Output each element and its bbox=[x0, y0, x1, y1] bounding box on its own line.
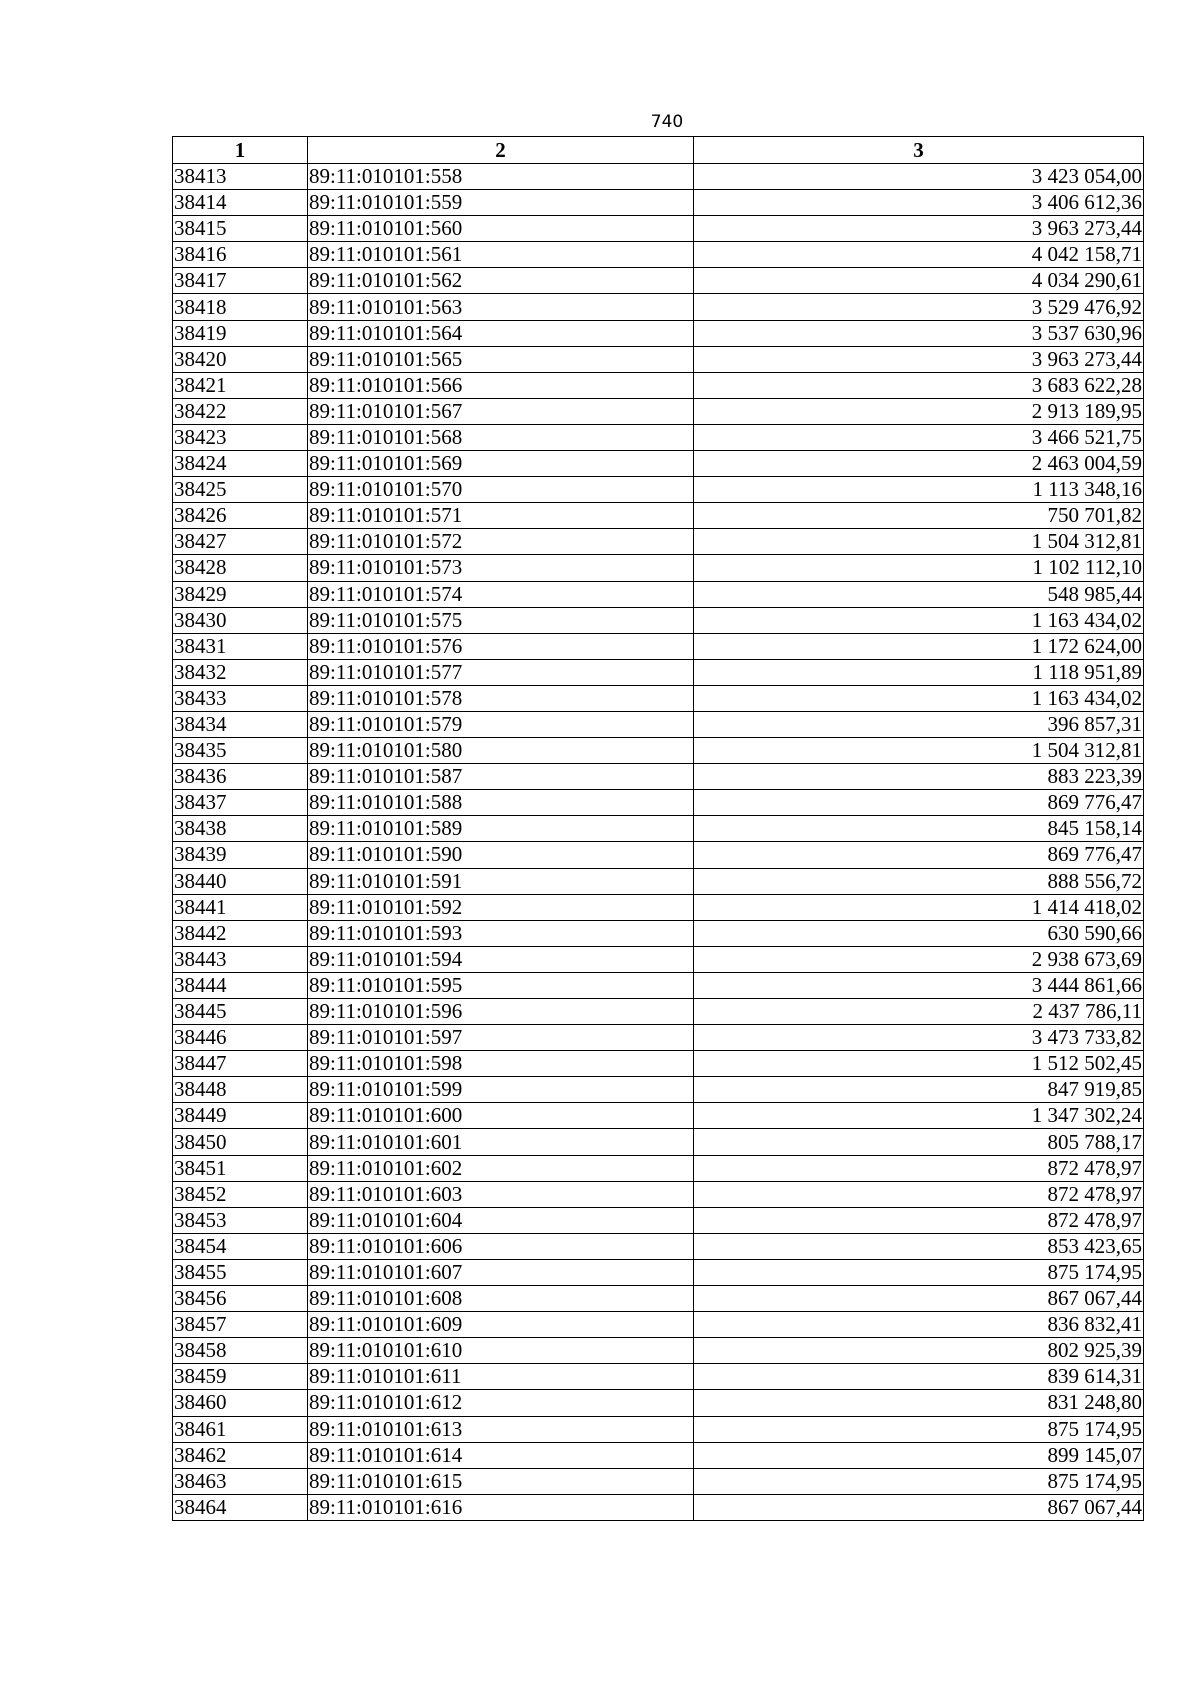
value-cell: 3 683 622,28 bbox=[694, 372, 1144, 398]
table-row bbox=[173, 581, 1144, 607]
table-row bbox=[173, 398, 1144, 424]
value-cell: 3 473 733,82 bbox=[694, 1025, 1144, 1051]
cadastral-number-cell: 89:11:010101:564 bbox=[308, 320, 694, 346]
table-row bbox=[173, 1494, 1144, 1520]
cadastral-number-cell: 89:11:010101:571 bbox=[308, 503, 694, 529]
value-cell: 396 857,31 bbox=[694, 711, 1144, 737]
cadastral-number-cell: 89:11:010101:608 bbox=[308, 1286, 694, 1312]
cadastral-number-cell: 89:11:010101:580 bbox=[308, 738, 694, 764]
row-number-cell: 38442 bbox=[173, 920, 308, 946]
column-header-2: 2 bbox=[308, 137, 694, 164]
row-number-cell: 38461 bbox=[173, 1416, 308, 1442]
row-number-cell: 38415 bbox=[173, 216, 308, 242]
table-row bbox=[173, 764, 1144, 790]
value-cell: 805 788,17 bbox=[694, 1129, 1144, 1155]
table-row bbox=[173, 685, 1144, 711]
value-cell: 548 985,44 bbox=[694, 581, 1144, 607]
table-row bbox=[173, 1312, 1144, 1338]
table-row bbox=[173, 242, 1144, 268]
cadastral-number-cell: 89:11:010101:594 bbox=[308, 946, 694, 972]
table-row bbox=[173, 790, 1144, 816]
value-cell: 1 512 502,45 bbox=[694, 1051, 1144, 1077]
row-number-cell: 38429 bbox=[173, 581, 308, 607]
header-row bbox=[173, 137, 1144, 164]
value-cell: 875 174,95 bbox=[694, 1259, 1144, 1285]
cadastral-number-cell: 89:11:010101:599 bbox=[308, 1077, 694, 1103]
table-row bbox=[173, 346, 1144, 372]
cadastral-number-cell: 89:11:010101:560 bbox=[308, 216, 694, 242]
table-row bbox=[173, 842, 1144, 868]
value-cell: 872 478,97 bbox=[694, 1207, 1144, 1233]
row-number-cell: 38439 bbox=[173, 842, 308, 868]
table-row bbox=[173, 1416, 1144, 1442]
value-cell: 836 832,41 bbox=[694, 1312, 1144, 1338]
value-cell: 3 466 521,75 bbox=[694, 424, 1144, 450]
table-row bbox=[173, 1364, 1144, 1390]
table-row bbox=[173, 607, 1144, 633]
row-number-cell: 38427 bbox=[173, 529, 308, 555]
cadastral-number-cell: 89:11:010101:569 bbox=[308, 451, 694, 477]
table-row bbox=[173, 1338, 1144, 1364]
table-row bbox=[173, 738, 1144, 764]
cadastral-number-cell: 89:11:010101:570 bbox=[308, 477, 694, 503]
row-number-cell: 38451 bbox=[173, 1155, 308, 1181]
row-number-cell: 38423 bbox=[173, 424, 308, 450]
table-row bbox=[173, 268, 1144, 294]
table-row bbox=[173, 294, 1144, 320]
value-cell: 831 248,80 bbox=[694, 1390, 1144, 1416]
row-number-cell: 38422 bbox=[173, 398, 308, 424]
row-number-cell: 38425 bbox=[173, 477, 308, 503]
table-row bbox=[173, 1025, 1144, 1051]
row-number-cell: 38458 bbox=[173, 1338, 308, 1364]
table-row bbox=[173, 1077, 1144, 1103]
cadastral-number-cell: 89:11:010101:579 bbox=[308, 711, 694, 737]
cadastral-number-cell: 89:11:010101:565 bbox=[308, 346, 694, 372]
row-number-cell: 38446 bbox=[173, 1025, 308, 1051]
table-row bbox=[173, 555, 1144, 581]
table-row bbox=[173, 1286, 1144, 1312]
cadastral-number-cell: 89:11:010101:561 bbox=[308, 242, 694, 268]
value-cell: 839 614,31 bbox=[694, 1364, 1144, 1390]
cadastral-number-cell: 89:11:010101:610 bbox=[308, 1338, 694, 1364]
value-cell: 869 776,47 bbox=[694, 842, 1144, 868]
cadastral-number-cell: 89:11:010101:559 bbox=[308, 190, 694, 216]
cadastral-number-cell: 89:11:010101:609 bbox=[308, 1312, 694, 1338]
table-row bbox=[173, 424, 1144, 450]
row-number-cell: 38448 bbox=[173, 1077, 308, 1103]
value-cell: 3 537 630,96 bbox=[694, 320, 1144, 346]
row-number-cell: 38440 bbox=[173, 868, 308, 894]
value-cell: 4 034 290,61 bbox=[694, 268, 1144, 294]
cadastral-number-cell: 89:11:010101:598 bbox=[308, 1051, 694, 1077]
row-number-cell: 38449 bbox=[173, 1103, 308, 1129]
column-header-1: 1 bbox=[173, 137, 308, 164]
row-number-cell: 38441 bbox=[173, 894, 308, 920]
cadastral-number-cell: 89:11:010101:604 bbox=[308, 1207, 694, 1233]
table-row bbox=[173, 503, 1144, 529]
value-cell: 847 919,85 bbox=[694, 1077, 1144, 1103]
cadastral-number-cell: 89:11:010101:616 bbox=[308, 1494, 694, 1520]
value-cell: 1 102 112,10 bbox=[694, 555, 1144, 581]
row-number-cell: 38444 bbox=[173, 972, 308, 998]
row-number-cell: 38438 bbox=[173, 816, 308, 842]
table-row bbox=[173, 999, 1144, 1025]
value-cell: 875 174,95 bbox=[694, 1468, 1144, 1494]
value-cell: 875 174,95 bbox=[694, 1416, 1144, 1442]
table-body bbox=[173, 164, 1144, 1521]
row-number-cell: 38421 bbox=[173, 372, 308, 398]
cadastral-number-cell: 89:11:010101:591 bbox=[308, 868, 694, 894]
value-cell: 1 504 312,81 bbox=[694, 738, 1144, 764]
row-number-cell: 38459 bbox=[173, 1364, 308, 1390]
row-number-cell: 38432 bbox=[173, 659, 308, 685]
cadastral-number-cell: 89:11:010101:603 bbox=[308, 1181, 694, 1207]
table-row bbox=[173, 1103, 1144, 1129]
table-row bbox=[173, 1155, 1144, 1181]
cadastral-number-cell: 89:11:010101:576 bbox=[308, 633, 694, 659]
value-cell: 4 042 158,71 bbox=[694, 242, 1144, 268]
cadastral-number-cell: 89:11:010101:595 bbox=[308, 972, 694, 998]
value-cell: 3 963 273,44 bbox=[694, 346, 1144, 372]
row-number-cell: 38447 bbox=[173, 1051, 308, 1077]
page-number: 740 bbox=[650, 112, 684, 132]
table-header bbox=[173, 137, 1144, 164]
value-cell: 802 925,39 bbox=[694, 1338, 1144, 1364]
value-cell: 845 158,14 bbox=[694, 816, 1144, 842]
value-cell: 1 504 312,81 bbox=[694, 529, 1144, 555]
row-number-cell: 38419 bbox=[173, 320, 308, 346]
value-cell: 899 145,07 bbox=[694, 1442, 1144, 1468]
row-number-cell: 38413 bbox=[173, 164, 308, 190]
row-number-cell: 38450 bbox=[173, 1129, 308, 1155]
cadastral-number-cell: 89:11:010101:597 bbox=[308, 1025, 694, 1051]
cadastral-number-cell: 89:11:010101:611 bbox=[308, 1364, 694, 1390]
cadastral-number-cell: 89:11:010101:589 bbox=[308, 816, 694, 842]
row-number-cell: 38420 bbox=[173, 346, 308, 372]
row-number-cell: 38455 bbox=[173, 1259, 308, 1285]
row-number-cell: 38418 bbox=[173, 294, 308, 320]
row-number-cell: 38456 bbox=[173, 1286, 308, 1312]
table-row bbox=[173, 894, 1144, 920]
cadastral-number-cell: 89:11:010101:568 bbox=[308, 424, 694, 450]
row-number-cell: 38445 bbox=[173, 999, 308, 1025]
value-cell: 1 163 434,02 bbox=[694, 685, 1144, 711]
row-number-cell: 38436 bbox=[173, 764, 308, 790]
cadastral-number-cell: 89:11:010101:607 bbox=[308, 1259, 694, 1285]
table-row bbox=[173, 529, 1144, 555]
value-cell: 3 529 476,92 bbox=[694, 294, 1144, 320]
cadastral-number-cell: 89:11:010101:593 bbox=[308, 920, 694, 946]
value-cell: 2 913 189,95 bbox=[694, 398, 1144, 424]
cadastral-number-cell: 89:11:010101:590 bbox=[308, 842, 694, 868]
cadastral-number-cell: 89:11:010101:600 bbox=[308, 1103, 694, 1129]
table-row bbox=[173, 1129, 1144, 1155]
cadastral-number-cell: 89:11:010101:574 bbox=[308, 581, 694, 607]
cadastral-number-cell: 89:11:010101:592 bbox=[308, 894, 694, 920]
value-cell: 2 938 673,69 bbox=[694, 946, 1144, 972]
row-number-cell: 38433 bbox=[173, 685, 308, 711]
row-number-cell: 38462 bbox=[173, 1442, 308, 1468]
value-cell: 1 113 348,16 bbox=[694, 477, 1144, 503]
table-row bbox=[173, 1259, 1144, 1285]
value-cell: 2 463 004,59 bbox=[694, 451, 1144, 477]
table-row bbox=[173, 477, 1144, 503]
value-cell: 1 347 302,24 bbox=[694, 1103, 1144, 1129]
value-cell: 888 556,72 bbox=[694, 868, 1144, 894]
cadastral-number-cell: 89:11:010101:572 bbox=[308, 529, 694, 555]
cadastral-number-cell: 89:11:010101:563 bbox=[308, 294, 694, 320]
row-number-cell: 38460 bbox=[173, 1390, 308, 1416]
value-cell: 853 423,65 bbox=[694, 1233, 1144, 1259]
table-row bbox=[173, 816, 1144, 842]
row-number-cell: 38464 bbox=[173, 1494, 308, 1520]
cadastral-number-cell: 89:11:010101:562 bbox=[308, 268, 694, 294]
value-cell: 872 478,97 bbox=[694, 1181, 1144, 1207]
row-number-cell: 38452 bbox=[173, 1181, 308, 1207]
cadastral-number-cell: 89:11:010101:601 bbox=[308, 1129, 694, 1155]
table-row bbox=[173, 868, 1144, 894]
table-row bbox=[173, 1390, 1144, 1416]
cadastral-number-cell: 89:11:010101:596 bbox=[308, 999, 694, 1025]
value-cell: 883 223,39 bbox=[694, 764, 1144, 790]
value-cell: 867 067,44 bbox=[694, 1286, 1144, 1312]
table-row bbox=[173, 659, 1144, 685]
cadastral-number-cell: 89:11:010101:558 bbox=[308, 164, 694, 190]
row-number-cell: 38435 bbox=[173, 738, 308, 764]
row-number-cell: 38414 bbox=[173, 190, 308, 216]
row-number-cell: 38416 bbox=[173, 242, 308, 268]
table-row bbox=[173, 1468, 1144, 1494]
cadastral-number-cell: 89:11:010101:573 bbox=[308, 555, 694, 581]
value-cell: 1 163 434,02 bbox=[694, 607, 1144, 633]
value-cell: 1 118 951,89 bbox=[694, 659, 1144, 685]
cadastral-number-cell: 89:11:010101:615 bbox=[308, 1468, 694, 1494]
table-row bbox=[173, 1051, 1144, 1077]
row-number-cell: 38457 bbox=[173, 1312, 308, 1338]
row-number-cell: 38443 bbox=[173, 946, 308, 972]
value-cell: 1 414 418,02 bbox=[694, 894, 1144, 920]
table-row bbox=[173, 633, 1144, 659]
table-row bbox=[173, 1181, 1144, 1207]
row-number-cell: 38437 bbox=[173, 790, 308, 816]
cadastral-number-cell: 89:11:010101:587 bbox=[308, 764, 694, 790]
row-number-cell: 38431 bbox=[173, 633, 308, 659]
row-number-cell: 38424 bbox=[173, 451, 308, 477]
row-number-cell: 38428 bbox=[173, 555, 308, 581]
column-header-3: 3 bbox=[694, 137, 1144, 164]
row-number-cell: 38463 bbox=[173, 1468, 308, 1494]
row-number-cell: 38426 bbox=[173, 503, 308, 529]
table-row bbox=[173, 711, 1144, 737]
cadastral-number-cell: 89:11:010101:567 bbox=[308, 398, 694, 424]
value-cell: 3 963 273,44 bbox=[694, 216, 1144, 242]
cadastral-number-cell: 89:11:010101:578 bbox=[308, 685, 694, 711]
table-row bbox=[173, 946, 1144, 972]
cadastral-number-cell: 89:11:010101:588 bbox=[308, 790, 694, 816]
cadastral-number-cell: 89:11:010101:577 bbox=[308, 659, 694, 685]
cadastral-number-cell: 89:11:010101:602 bbox=[308, 1155, 694, 1181]
table-row bbox=[173, 1442, 1144, 1468]
cadastral-number-cell: 89:11:010101:614 bbox=[308, 1442, 694, 1468]
cadastral-number-cell: 89:11:010101:606 bbox=[308, 1233, 694, 1259]
table-row bbox=[173, 190, 1144, 216]
table-row bbox=[173, 451, 1144, 477]
table-row bbox=[173, 320, 1144, 346]
cadastral-number-cell: 89:11:010101:612 bbox=[308, 1390, 694, 1416]
table-row bbox=[173, 920, 1144, 946]
row-number-cell: 38454 bbox=[173, 1233, 308, 1259]
cadastral-number-cell: 89:11:010101:566 bbox=[308, 372, 694, 398]
value-cell: 872 478,97 bbox=[694, 1155, 1144, 1181]
value-cell: 867 067,44 bbox=[694, 1494, 1144, 1520]
table-row bbox=[173, 216, 1144, 242]
row-number-cell: 38430 bbox=[173, 607, 308, 633]
value-cell: 750 701,82 bbox=[694, 503, 1144, 529]
table-row bbox=[173, 972, 1144, 998]
value-cell: 3 444 861,66 bbox=[694, 972, 1144, 998]
value-cell: 1 172 624,00 bbox=[694, 633, 1144, 659]
cadastral-number-cell: 89:11:010101:575 bbox=[308, 607, 694, 633]
value-cell: 630 590,66 bbox=[694, 920, 1144, 946]
table-row bbox=[173, 164, 1144, 190]
value-cell: 2 437 786,11 bbox=[694, 999, 1144, 1025]
row-number-cell: 38434 bbox=[173, 711, 308, 737]
value-cell: 3 406 612,36 bbox=[694, 190, 1144, 216]
row-number-cell: 38453 bbox=[173, 1207, 308, 1233]
cadastral-number-cell: 89:11:010101:613 bbox=[308, 1416, 694, 1442]
row-number-cell: 38417 bbox=[173, 268, 308, 294]
table-row bbox=[173, 1207, 1144, 1233]
table-row bbox=[173, 372, 1144, 398]
table-row bbox=[173, 1233, 1144, 1259]
value-cell: 3 423 054,00 bbox=[694, 164, 1144, 190]
value-cell: 869 776,47 bbox=[694, 790, 1144, 816]
registry-table bbox=[172, 136, 1144, 1521]
